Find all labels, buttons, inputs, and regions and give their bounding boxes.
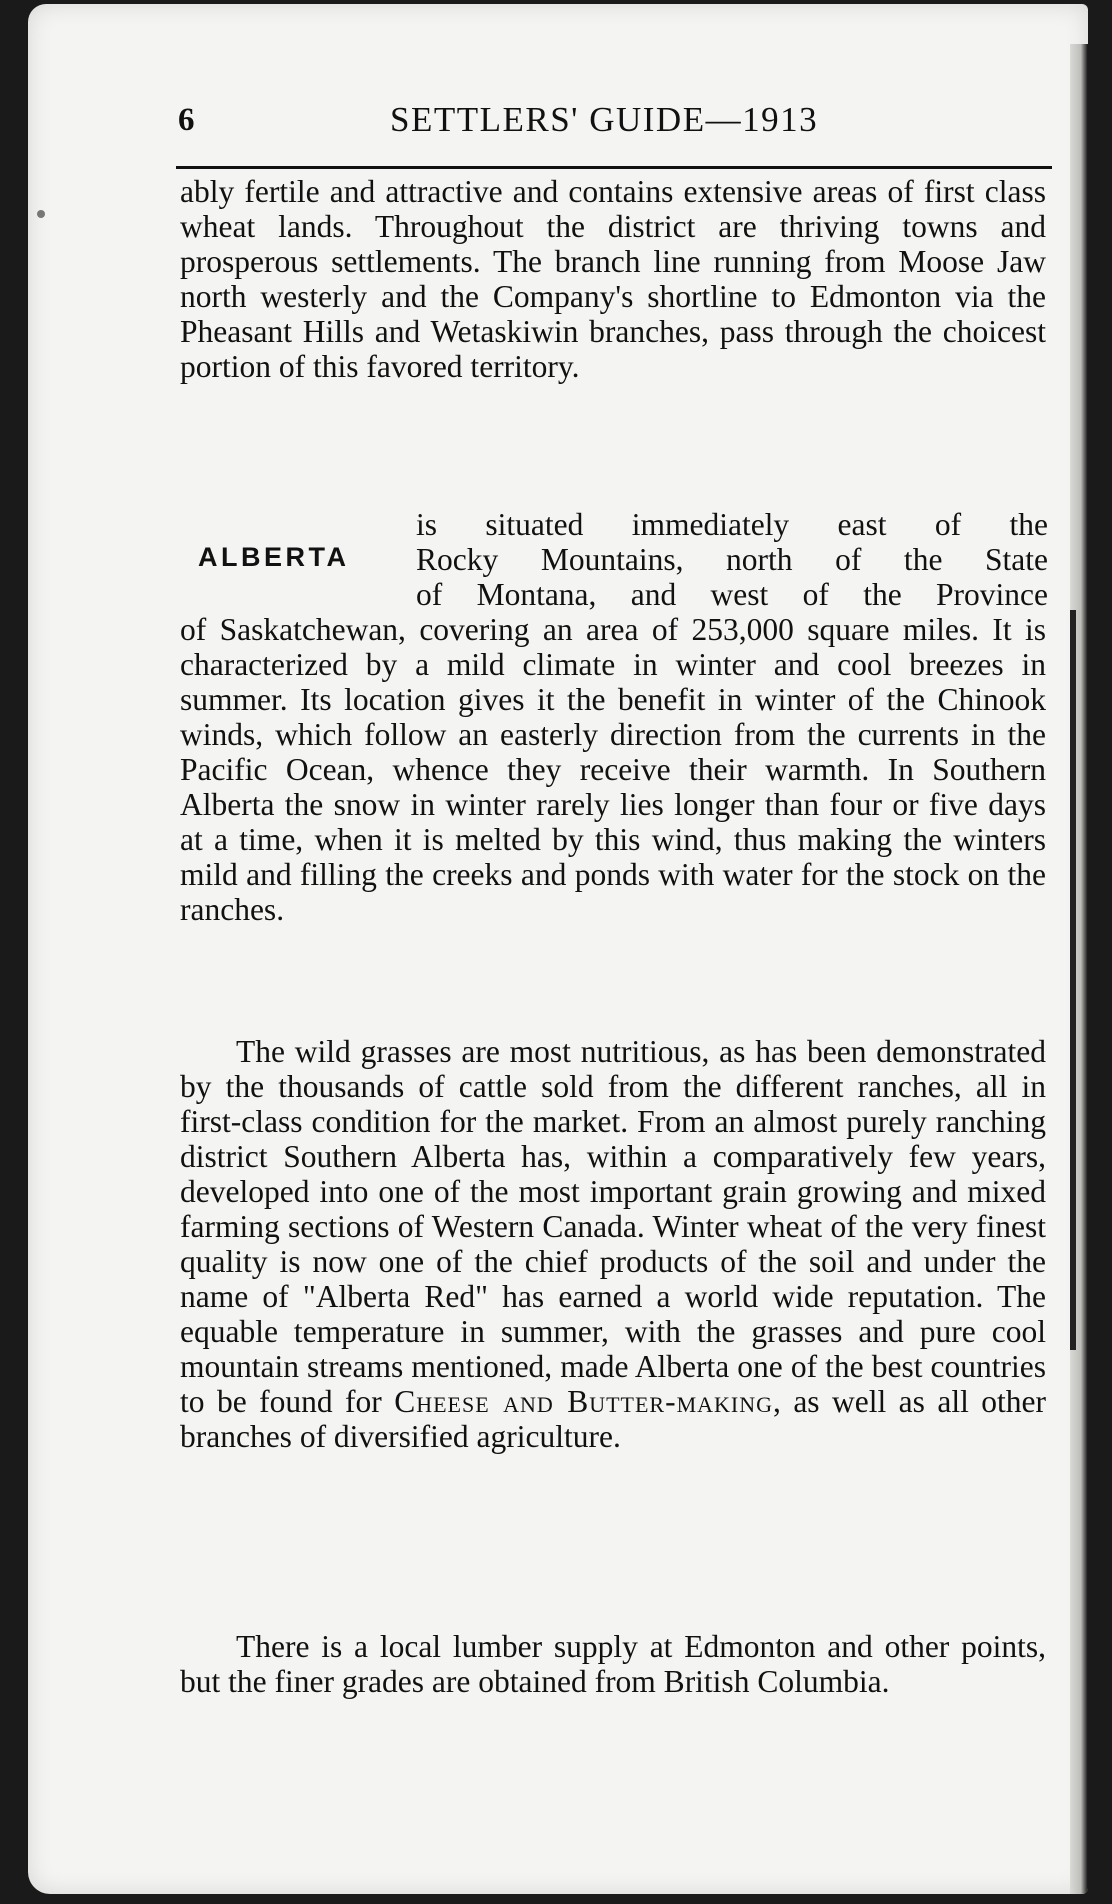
page-number: 6 (178, 102, 195, 138)
alberta-line-1: is situated immediately east of the (416, 507, 1048, 542)
alberta-line-3: of Montana, and west of the Province (416, 577, 1048, 612)
section-heading-alberta: ALBERTA (198, 542, 350, 572)
alberta-section-opening (178, 507, 1048, 619)
alberta-line-2: Rocky Mountains, north of the State (416, 542, 1048, 577)
running-title: SETTLERS' GUIDE—1913 (390, 100, 819, 139)
paragraph-alberta-climate: of Saskatchewan, covering an area of 253,000 square miles. It is characterized by a mild climate in winter and cool breezes in summer. Its location gives it the benefit in winter of the Chinook winds, which follow an easterly direction from the currents in the Pacific Ocean, whence they receive their warmth. In Southern Alberta the snow in winter rarely lies longer than four or five days at a time, when it is melted by this wind, thus making the winters mild and filling the creeks and ponds with water for the stock on the ranches. (180, 612, 1046, 927)
page-header (178, 96, 1048, 152)
paragraph-wild-grasses-end: , as well as all other branches of diversified agriculture. (180, 1384, 1046, 1454)
small-caps-phrase: Cheese and Butter-making (394, 1384, 774, 1419)
paper-speck (37, 210, 45, 218)
paragraph-wild-grasses-text: The wild grasses are most nutritious, as has been demonstrated by the thousands of cattle sold from the different ranches, all in first-class condition for the market. From an almost purely ranching district Southern Alberta has, within a comparatively few years, developed into one of the most important grain growing and mixed farming sections of Western Canada. Winter wheat of the very finest quality is now one of the chief products of the soil and under the name of "Alberta Red" has earned a world wide reputation. The equable temperature in summer, with the grasses and pure cool mountain streams mentioned, made Alberta one of the best countries to be found for (180, 1034, 1046, 1419)
paragraph-wild-grasses (180, 1034, 1046, 1454)
paragraph-lumber-supply: There is a local lumber supply at Edmonton and other points, but the finer grades are obtained from British Columbia. (180, 1629, 1046, 1699)
scan-shadow-bar (1070, 610, 1076, 1350)
book-page (28, 4, 1088, 1894)
alberta-opening-lines (416, 507, 1048, 612)
paragraph-saskatchewan-continued: ably fertile and attractive and contains extensive areas of first class wheat lands. Throughout the district are thriving towns and prosperous settlements. The branch line running from Moose Jaw north westerly and the Company's shortline to Edmonton via the Pheasant Hills and Wetaskiwin branches, pass through the choicest portion of this favored territory. (180, 174, 1046, 384)
header-rule (176, 166, 1052, 169)
